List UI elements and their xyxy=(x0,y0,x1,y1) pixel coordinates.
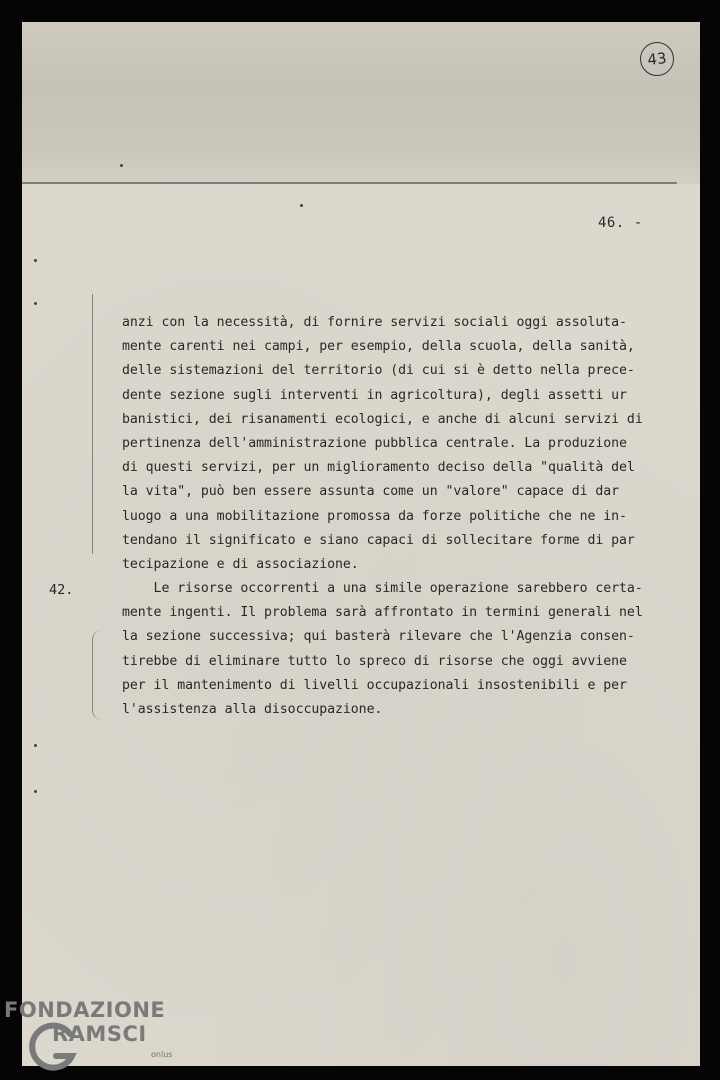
folio-number: 43 xyxy=(646,49,668,69)
typewritten-text xyxy=(122,311,682,722)
text-line: tendano il significato e siano capaci di sollecitare forme di par xyxy=(122,532,635,548)
text-line: banistici, dei risanamenti ecologici, e anche di alcuni servizi di xyxy=(122,411,643,427)
text-line: l'assistenza alla disoccupazione. xyxy=(122,702,383,717)
text-line: la sezione successiva; qui basterà rilevare che l'Agenzia consen- xyxy=(122,629,635,645)
text-line: pertinenza dell'amministrazione pubblica centrale. La produzione xyxy=(122,435,627,451)
text-line: delle sistemazioni del territorio (di cui si è detto nella prece- xyxy=(122,363,635,379)
text-line: tirebbe di eliminare tutto lo spreco di risorse che oggi avviene xyxy=(122,653,627,669)
text-line: di questi servizi, per un miglioramento deciso della "qualità del xyxy=(122,460,635,476)
document-page xyxy=(22,22,700,1066)
margin-dot xyxy=(120,164,123,167)
text-line: anzi con la necessità, di fornire servizi sociali oggi assoluta- xyxy=(122,315,627,330)
margin-dot xyxy=(300,204,303,207)
scan-top-band xyxy=(22,22,700,184)
text-line: per il mantenimento di livelli occupazionali insostenibili e per xyxy=(122,677,627,693)
margin-dot xyxy=(34,744,37,747)
fondazione-gramsci-watermark xyxy=(4,998,184,1078)
margin-bracket-upper xyxy=(92,294,101,554)
watermark-line1: FONDAZIONE xyxy=(4,998,166,1022)
margin-dot xyxy=(34,302,37,305)
text-line: dente sezione sugli interventi in agricoltura), degli assetti ur xyxy=(122,387,627,403)
text-line: la vita", può ben essere assunta come un "valore" capace di dar xyxy=(122,484,620,500)
margin-dot xyxy=(34,790,37,793)
text-line: tecipazione e di associazione. xyxy=(122,556,359,572)
paragraph-number: 42. xyxy=(49,582,74,598)
top-edge-line xyxy=(22,182,677,184)
text-line: luogo a una mobilitazione promossa da forze politiche che ne in- xyxy=(122,508,627,524)
watermark-line2: RAMSCI xyxy=(52,1022,147,1046)
text-line: Le risorse occorrenti a una simile operazione sarebbero certa- xyxy=(122,581,643,597)
text-line: mente ingenti. Il problema sarà affrontato in termini generali nel xyxy=(122,605,643,621)
page-number: 46. - xyxy=(598,215,643,231)
watermark-suffix: onlus xyxy=(151,1050,173,1059)
text-line: mente carenti nei campi, per esempio, della scuola, della sanità, xyxy=(122,339,635,355)
margin-dot xyxy=(34,259,37,262)
margin-bracket-lower xyxy=(92,630,103,720)
